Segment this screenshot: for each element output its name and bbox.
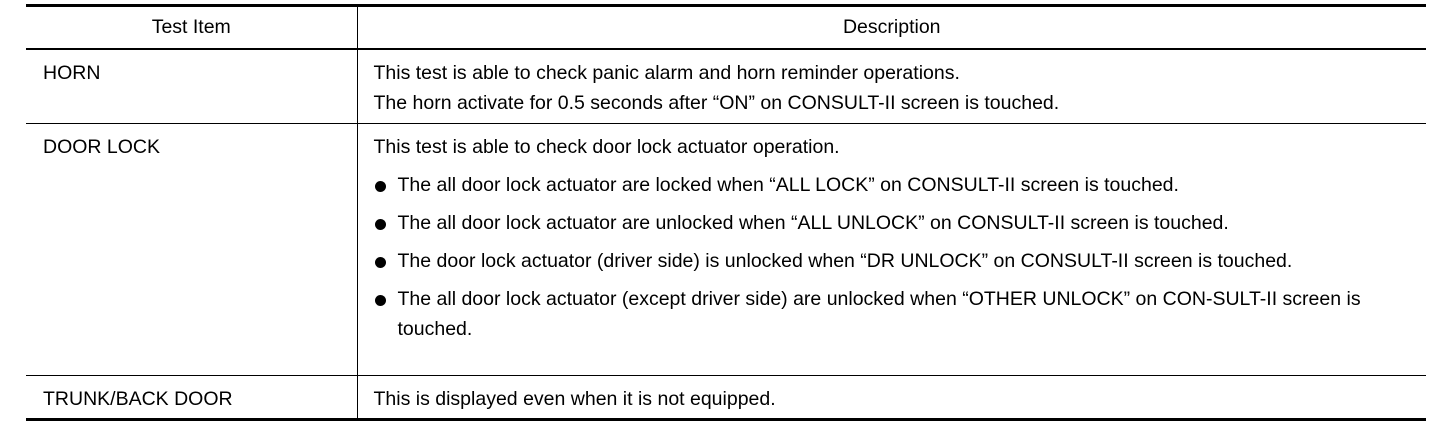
bullet-item xyxy=(374,170,1407,200)
test-item-table xyxy=(26,4,1426,421)
test-item-cell: HORN xyxy=(26,49,357,124)
bullet-dot-icon xyxy=(375,219,386,230)
bullet-text: The all door lock actuator are unlocked when “ALL UNLOCK” on CONSULT-II screen is touched. xyxy=(397,212,1229,234)
bullet-text: The door lock actuator (driver side) is unlocked when “DR UNLOCK” on CONSULT-II screen is touched. xyxy=(397,250,1293,272)
test-item-cell: DOOR LOCK xyxy=(26,124,357,376)
bullet-dot-icon xyxy=(375,257,386,268)
table-header xyxy=(26,6,1426,50)
bullet-item xyxy=(374,246,1407,276)
bullet-item xyxy=(374,208,1407,238)
bullet-text: The all door lock actuator (except driver side) are unlocked when “OTHER UNLOCK” on CON-SULT-II screen is touched. xyxy=(397,288,1361,340)
table-row xyxy=(26,376,1426,420)
description-cell xyxy=(357,49,1426,124)
test-item-cell: TRUNK/BACK DOOR xyxy=(26,376,357,420)
table-row xyxy=(26,124,1426,376)
bullet-item xyxy=(374,284,1407,344)
header-description: Description xyxy=(357,6,1426,50)
bullet-text: The all door lock actuator are locked when “ALL LOCK” on CONSULT-II screen is touched. xyxy=(397,174,1179,196)
header-row xyxy=(26,6,1426,50)
bullet-list xyxy=(374,170,1407,344)
table-body xyxy=(26,49,1426,420)
description-line: This test is able to check panic alarm and horn reminder operations. xyxy=(373,62,960,84)
description-intro: This test is able to check door lock actuator operation. xyxy=(373,136,840,158)
bullet-dot-icon xyxy=(375,181,386,192)
description-cell xyxy=(357,376,1426,420)
bullet-dot-icon xyxy=(375,295,386,306)
description-line: This is displayed even when it is not equipped. xyxy=(373,388,776,410)
description-cell xyxy=(357,124,1426,376)
description-line: The horn activate for 0.5 seconds after “ON” on CONSULT-II screen is touched. xyxy=(373,92,1060,114)
table-row xyxy=(26,49,1426,124)
header-test-item: Test Item xyxy=(26,6,357,50)
